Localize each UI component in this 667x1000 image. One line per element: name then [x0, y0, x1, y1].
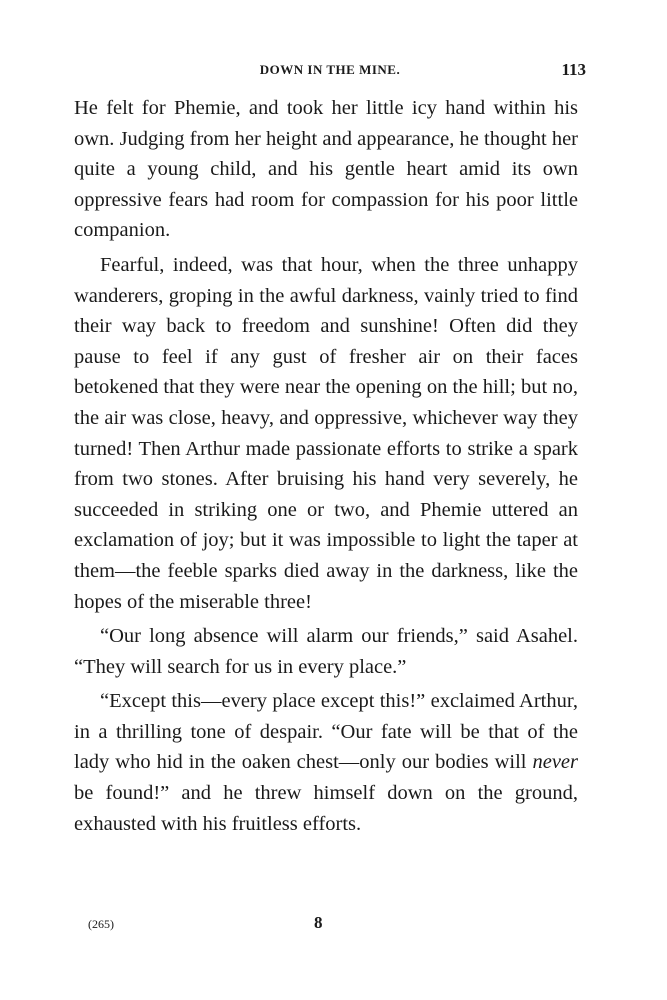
running-title: DOWN IN THE MINE.	[259, 62, 401, 77]
paragraph-3: “Our long absence will alarm our friends,” said Asahel. “They will search for us in every place.”	[74, 625, 578, 678]
paragraph-1: He felt for Phemie, and took her little icy hand within his own. Judging from her height and appearance, he thought her quite a young child, and his gentle heart amid its own oppressive fears had room for compassion for his poor little companion.	[74, 97, 578, 242]
signature-note: (265)	[88, 917, 114, 931]
page-header	[74, 62, 586, 82]
paragraph-4	[74, 686, 578, 839]
body-text	[74, 93, 578, 839]
signature-number: 8	[314, 913, 323, 932]
paragraph-4-text-start: “Except this—every place except this!” exclaimed Arthur, in a thrilling tone of despair. “Our fate will be that of the lady who hid in the oaken chest—only our bodies will	[74, 690, 578, 774]
paragraph-2: Fearful, indeed, was that hour, when the three unhappy wanderers, groping in the awful darkness, vainly tried to find their way back to freedom and sunshine! Often did they pause to feel if any gust of fresher air on their faces betokened that they were near the opening on the hill; but no, the air was close, heavy, and oppressive, whichever way they turned! Then Arthur made passionate efforts to strike a spark from two stones. After bruising his hand very severely, he succeeded in striking one or two, and Phemie uttered an exclamation of joy; but it was impossible to light the taper at them—the feeble sparks died away in the darkness, like the hopes of the miserable three!	[74, 253, 578, 613]
page-footer	[74, 915, 374, 939]
page-number: 113	[561, 60, 586, 79]
paragraph-4-text-end: be found!” and he threw himself down on the ground, exhausted with his fruitless efforts.	[74, 782, 578, 835]
emphasized-word: never	[532, 751, 578, 774]
